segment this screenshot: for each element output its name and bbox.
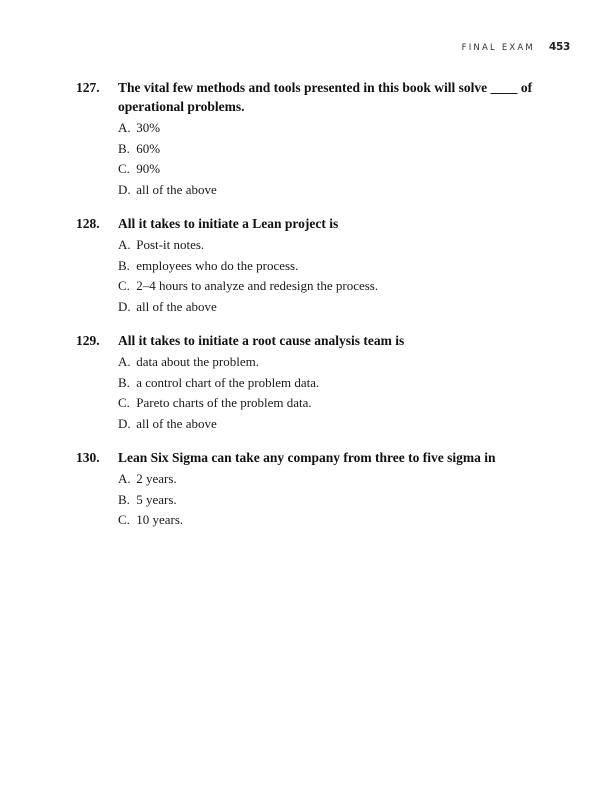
option-text: all of the above bbox=[136, 298, 217, 314]
option-letter: B. bbox=[118, 374, 130, 390]
option-letter: A. bbox=[118, 120, 131, 135]
question-127 bbox=[76, 78, 536, 200]
option-a bbox=[118, 118, 536, 139]
option-text: 10 years. bbox=[136, 512, 184, 527]
option-text: 5 years. bbox=[136, 491, 177, 507]
question-text: The vital few methods and tools presented in this book will solve ____ of operational problems. bbox=[118, 80, 533, 114]
question-stem bbox=[76, 214, 536, 233]
option-text: 90% bbox=[136, 161, 161, 176]
option-text: employees who do the process. bbox=[136, 257, 299, 273]
question-stem bbox=[76, 448, 536, 467]
question-number: 130. bbox=[76, 450, 100, 465]
answer-options bbox=[76, 235, 536, 317]
question-number: 129. bbox=[76, 333, 100, 348]
option-c bbox=[118, 276, 536, 297]
option-letter: A. bbox=[118, 471, 131, 486]
option-text: data about the problem. bbox=[136, 354, 259, 369]
section-label: FINAL EXAM bbox=[461, 43, 535, 53]
option-letter: B. bbox=[118, 140, 130, 156]
question-stem bbox=[76, 78, 536, 116]
option-letter: A. bbox=[118, 237, 131, 252]
option-text: 60% bbox=[136, 140, 161, 156]
option-letter: C. bbox=[118, 278, 130, 293]
question-stem bbox=[76, 331, 536, 350]
option-letter: D. bbox=[118, 415, 131, 431]
option-b bbox=[118, 373, 536, 394]
option-d bbox=[118, 297, 536, 318]
answer-options bbox=[76, 118, 536, 200]
option-a bbox=[118, 352, 536, 373]
option-letter: B. bbox=[118, 491, 130, 507]
option-b bbox=[118, 139, 536, 160]
option-d bbox=[118, 180, 536, 201]
option-c bbox=[118, 159, 536, 180]
question-number: 127. bbox=[76, 80, 100, 95]
question-129 bbox=[76, 331, 536, 434]
option-text: all of the above bbox=[136, 415, 217, 431]
question-number: 128. bbox=[76, 216, 100, 231]
option-a bbox=[118, 469, 536, 490]
exam-content bbox=[76, 78, 536, 545]
option-text: a control chart of the problem data. bbox=[136, 374, 320, 390]
option-letter: B. bbox=[118, 257, 130, 273]
option-text: 2 years. bbox=[136, 471, 177, 486]
option-c bbox=[118, 393, 536, 414]
option-text: Pareto charts of the problem data. bbox=[136, 395, 312, 410]
option-letter: C. bbox=[118, 512, 130, 527]
option-b bbox=[118, 256, 536, 277]
option-text: all of the above bbox=[136, 181, 217, 197]
option-c bbox=[118, 510, 536, 531]
option-text: Post-it notes. bbox=[136, 237, 205, 252]
option-text: 30% bbox=[136, 120, 161, 135]
option-letter: C. bbox=[118, 395, 130, 410]
answer-options bbox=[76, 352, 536, 434]
option-text: 2–4 hours to analyze and redesign the process. bbox=[136, 278, 379, 293]
option-letter: D. bbox=[118, 298, 131, 314]
question-text: All it takes to initiate a Lean project is bbox=[118, 216, 339, 231]
question-130 bbox=[76, 448, 536, 531]
option-d bbox=[118, 414, 536, 435]
question-text: All it takes to initiate a root cause analysis team is bbox=[118, 333, 405, 348]
question-text: Lean Six Sigma can take any company from three to five sigma in bbox=[118, 450, 496, 465]
running-header bbox=[462, 41, 570, 53]
question-128 bbox=[76, 214, 536, 317]
option-letter: C. bbox=[118, 161, 130, 176]
option-a bbox=[118, 235, 536, 256]
option-b bbox=[118, 490, 536, 511]
answer-options bbox=[76, 469, 536, 531]
option-letter: A. bbox=[118, 354, 131, 369]
option-letter: D. bbox=[118, 181, 131, 197]
page-number: 453 bbox=[548, 41, 570, 53]
